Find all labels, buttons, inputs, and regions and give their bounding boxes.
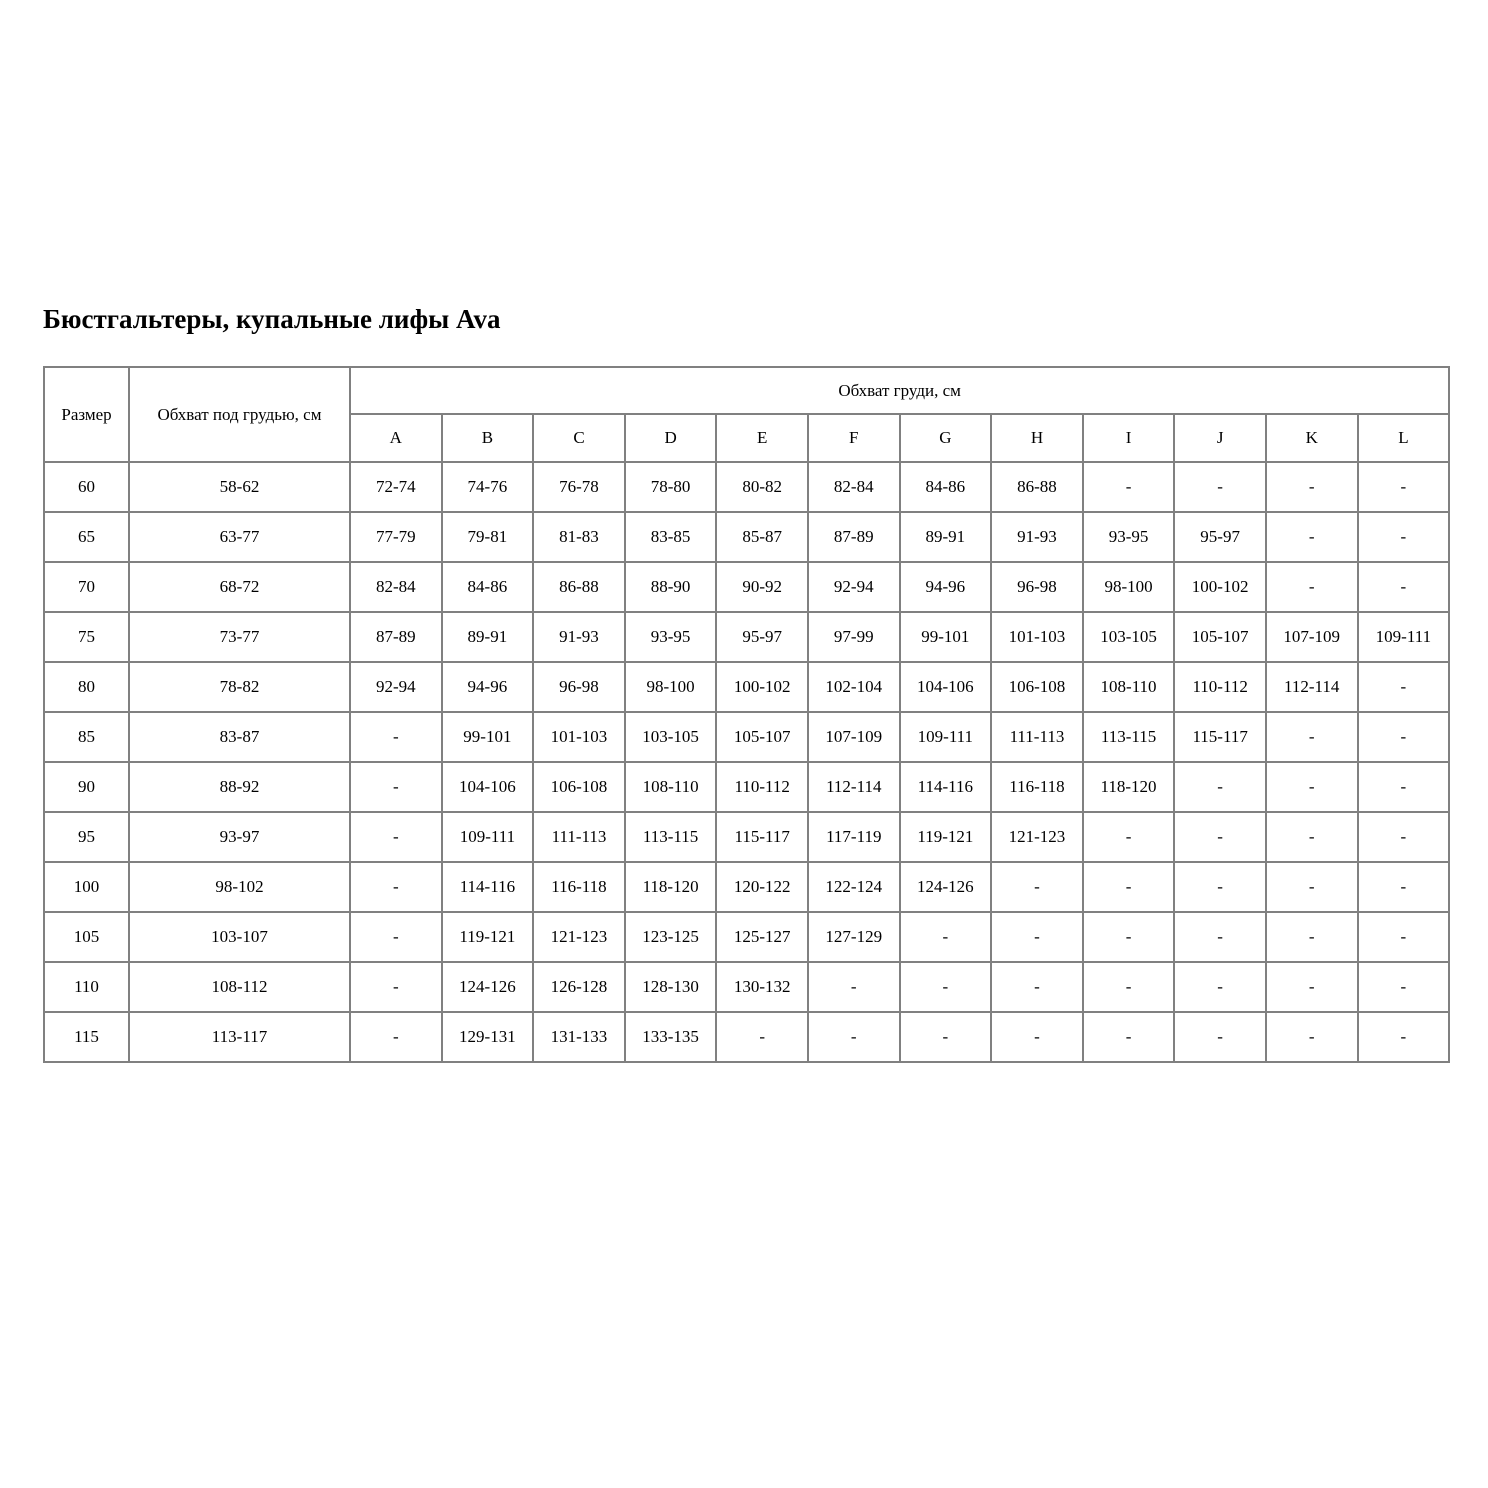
bust-range-cell: - <box>350 912 442 962</box>
bust-range-cell: 102-104 <box>808 662 900 712</box>
bust-range-cell: - <box>991 862 1083 912</box>
bust-range-cell: 104-106 <box>900 662 992 712</box>
size-cell: 60 <box>44 462 129 512</box>
table-row <box>44 1012 1449 1062</box>
size-cell: 95 <box>44 812 129 862</box>
header-cup-b: B <box>442 414 534 462</box>
bust-range-cell: - <box>1174 762 1266 812</box>
underbust-cell: 68-72 <box>129 562 350 612</box>
bust-range-cell: 119-121 <box>442 912 534 962</box>
bust-range-cell: 130-132 <box>716 962 808 1012</box>
bust-range-cell: - <box>1266 562 1358 612</box>
bust-range-cell: - <box>1174 962 1266 1012</box>
table-row <box>44 562 1449 612</box>
header-cup-l: L <box>1358 414 1450 462</box>
bust-range-cell: 86-88 <box>991 462 1083 512</box>
header-cup-k: K <box>1266 414 1358 462</box>
bust-range-cell: 101-103 <box>533 712 625 762</box>
bust-range-cell: 108-110 <box>1083 662 1175 712</box>
bust-range-cell: 107-109 <box>1266 612 1358 662</box>
bust-range-cell: - <box>1358 712 1450 762</box>
bust-range-cell: 118-120 <box>1083 762 1175 812</box>
bust-range-cell: 119-121 <box>900 812 992 862</box>
bust-range-cell: 116-118 <box>533 862 625 912</box>
bust-range-cell: 92-94 <box>350 662 442 712</box>
bust-range-cell: 117-119 <box>808 812 900 862</box>
header-cup-j: J <box>1174 414 1266 462</box>
bust-range-cell: 89-91 <box>442 612 534 662</box>
bust-range-cell: - <box>1174 812 1266 862</box>
bust-range-cell: - <box>1083 862 1175 912</box>
table-row <box>44 812 1449 862</box>
table-row <box>44 762 1449 812</box>
bust-range-cell: - <box>1266 912 1358 962</box>
table-row <box>44 712 1449 762</box>
group-header-row <box>44 367 1449 414</box>
header-cup-f: F <box>808 414 900 462</box>
bust-range-cell: 87-89 <box>350 612 442 662</box>
bust-range-cell: - <box>1358 662 1450 712</box>
header-bust-group: Обхват груди, см <box>350 367 1449 414</box>
bust-range-cell: 78-80 <box>625 462 717 512</box>
bust-range-cell: - <box>1266 862 1358 912</box>
header-size: Размер <box>44 367 129 462</box>
bust-range-cell: 100-102 <box>1174 562 1266 612</box>
size-chart-table <box>43 366 1450 1063</box>
bust-range-cell: - <box>1358 962 1450 1012</box>
bust-range-cell: 110-112 <box>1174 662 1266 712</box>
bust-range-cell: - <box>350 862 442 912</box>
bust-range-cell: 124-126 <box>442 962 534 1012</box>
bust-range-cell: 115-117 <box>716 812 808 862</box>
size-cell: 100 <box>44 862 129 912</box>
bust-range-cell: - <box>1266 462 1358 512</box>
bust-range-cell: - <box>991 962 1083 1012</box>
bust-range-cell: 96-98 <box>533 662 625 712</box>
bust-range-cell: - <box>1358 462 1450 512</box>
bust-range-cell: - <box>350 712 442 762</box>
bust-range-cell: 97-99 <box>808 612 900 662</box>
bust-range-cell: 82-84 <box>350 562 442 612</box>
bust-range-cell: 98-100 <box>625 662 717 712</box>
bust-range-cell: 91-93 <box>533 612 625 662</box>
bust-range-cell: 98-100 <box>1083 562 1175 612</box>
bust-range-cell: - <box>1358 512 1450 562</box>
bust-range-cell: - <box>1358 862 1450 912</box>
bust-range-cell: 115-117 <box>1174 712 1266 762</box>
bust-range-cell: - <box>1174 462 1266 512</box>
bust-range-cell: 81-83 <box>533 512 625 562</box>
bust-range-cell: 123-125 <box>625 912 717 962</box>
bust-range-cell: - <box>1358 562 1450 612</box>
bust-range-cell: - <box>350 1012 442 1062</box>
bust-range-cell: 94-96 <box>442 662 534 712</box>
size-cell: 65 <box>44 512 129 562</box>
table-row <box>44 962 1449 1012</box>
bust-range-cell: 85-87 <box>716 512 808 562</box>
underbust-cell: 83-87 <box>129 712 350 762</box>
bust-range-cell: 96-98 <box>991 562 1083 612</box>
header-cup-h: H <box>991 414 1083 462</box>
underbust-cell: 98-102 <box>129 862 350 912</box>
header-cup-a: A <box>350 414 442 462</box>
bust-range-cell: 120-122 <box>716 862 808 912</box>
bust-range-cell: - <box>991 1012 1083 1062</box>
bust-range-cell: 121-123 <box>533 912 625 962</box>
size-cell: 75 <box>44 612 129 662</box>
bust-range-cell: - <box>716 1012 808 1062</box>
underbust-cell: 108-112 <box>129 962 350 1012</box>
bust-range-cell: 125-127 <box>716 912 808 962</box>
bust-range-cell: 99-101 <box>900 612 992 662</box>
bust-range-cell: 79-81 <box>442 512 534 562</box>
underbust-cell: 63-77 <box>129 512 350 562</box>
bust-range-cell: 124-126 <box>900 862 992 912</box>
bust-range-cell: 106-108 <box>533 762 625 812</box>
bust-range-cell: - <box>1174 912 1266 962</box>
bust-range-cell: - <box>1266 1012 1358 1062</box>
size-cell: 110 <box>44 962 129 1012</box>
bust-range-cell: 93-95 <box>1083 512 1175 562</box>
table-row <box>44 662 1449 712</box>
bust-range-cell: - <box>1358 762 1450 812</box>
bust-range-cell: 84-86 <box>900 462 992 512</box>
bust-range-cell: 105-107 <box>1174 612 1266 662</box>
bust-range-cell: 93-95 <box>625 612 717 662</box>
bust-range-cell: - <box>350 762 442 812</box>
bust-range-cell: 131-133 <box>533 1012 625 1062</box>
bust-range-cell: 83-85 <box>625 512 717 562</box>
underbust-cell: 103-107 <box>129 912 350 962</box>
bust-range-cell: 74-76 <box>442 462 534 512</box>
bust-range-cell: 91-93 <box>991 512 1083 562</box>
header-cup-c: C <box>533 414 625 462</box>
bust-range-cell: 114-116 <box>442 862 534 912</box>
bust-range-cell: 95-97 <box>716 612 808 662</box>
size-cell: 90 <box>44 762 129 812</box>
bust-range-cell: 116-118 <box>991 762 1083 812</box>
underbust-cell: 93-97 <box>129 812 350 862</box>
bust-range-cell: 103-105 <box>1083 612 1175 662</box>
header-cup-g: G <box>900 414 992 462</box>
bust-range-cell: 92-94 <box>808 562 900 612</box>
bust-range-cell: 88-90 <box>625 562 717 612</box>
bust-range-cell: 100-102 <box>716 662 808 712</box>
table-row <box>44 912 1449 962</box>
bust-range-cell: 90-92 <box>716 562 808 612</box>
bust-range-cell: 121-123 <box>991 812 1083 862</box>
table-row <box>44 512 1449 562</box>
bust-range-cell: 95-97 <box>1174 512 1266 562</box>
bust-range-cell: - <box>808 962 900 1012</box>
bust-range-cell: - <box>1083 912 1175 962</box>
page-title: Бюстгальтеры, купальные лифы Ava <box>43 304 501 334</box>
bust-range-cell: 111-113 <box>533 812 625 862</box>
size-cell: 80 <box>44 662 129 712</box>
bust-range-cell: 101-103 <box>991 612 1083 662</box>
bust-range-cell: 113-115 <box>625 812 717 862</box>
bust-range-cell: 118-120 <box>625 862 717 912</box>
bust-range-cell: 76-78 <box>533 462 625 512</box>
bust-range-cell: 82-84 <box>808 462 900 512</box>
bust-range-cell: 127-129 <box>808 912 900 962</box>
bust-range-cell: 114-116 <box>900 762 992 812</box>
bust-range-cell: 84-86 <box>442 562 534 612</box>
bust-range-cell: - <box>1083 962 1175 1012</box>
bust-range-cell: - <box>1266 812 1358 862</box>
bust-range-cell: - <box>350 812 442 862</box>
header-cup-i: I <box>1083 414 1175 462</box>
underbust-cell: 113-117 <box>129 1012 350 1062</box>
bust-range-cell: - <box>900 962 992 1012</box>
bust-range-cell: 113-115 <box>1083 712 1175 762</box>
bust-range-cell: 72-74 <box>350 462 442 512</box>
bust-range-cell: 103-105 <box>625 712 717 762</box>
bust-range-cell: 128-130 <box>625 962 717 1012</box>
bust-range-cell: 126-128 <box>533 962 625 1012</box>
header-cup-d: D <box>625 414 717 462</box>
bust-range-cell: 109-111 <box>900 712 992 762</box>
bust-range-cell: 122-124 <box>808 862 900 912</box>
bust-range-cell: 129-131 <box>442 1012 534 1062</box>
bust-range-cell: - <box>1266 512 1358 562</box>
table-row <box>44 612 1449 662</box>
bust-range-cell: 99-101 <box>442 712 534 762</box>
bust-range-cell: 89-91 <box>900 512 992 562</box>
bust-range-cell: 111-113 <box>991 712 1083 762</box>
bust-range-cell: 112-114 <box>808 762 900 812</box>
header-cup-e: E <box>716 414 808 462</box>
bust-range-cell: - <box>1266 712 1358 762</box>
bust-range-cell: 110-112 <box>716 762 808 812</box>
bust-range-cell: - <box>1266 962 1358 1012</box>
bust-range-cell: 105-107 <box>716 712 808 762</box>
bust-range-cell: - <box>1266 762 1358 812</box>
bust-range-cell: - <box>808 1012 900 1062</box>
size-cell: 115 <box>44 1012 129 1062</box>
size-cell: 70 <box>44 562 129 612</box>
bust-range-cell: - <box>1174 1012 1266 1062</box>
bust-range-cell: - <box>900 912 992 962</box>
bust-range-cell: 86-88 <box>533 562 625 612</box>
header-underbust: Обхват под грудью, см <box>129 367 350 462</box>
bust-range-cell: 109-111 <box>442 812 534 862</box>
size-cell: 105 <box>44 912 129 962</box>
table-row <box>44 462 1449 512</box>
bust-range-cell: 87-89 <box>808 512 900 562</box>
underbust-cell: 88-92 <box>129 762 350 812</box>
underbust-cell: 78-82 <box>129 662 350 712</box>
bust-range-cell: 104-106 <box>442 762 534 812</box>
bust-range-cell: 107-109 <box>808 712 900 762</box>
bust-range-cell: - <box>1358 812 1450 862</box>
bust-range-cell: - <box>1358 912 1450 962</box>
underbust-cell: 73-77 <box>129 612 350 662</box>
bust-range-cell: 133-135 <box>625 1012 717 1062</box>
bust-range-cell: - <box>991 912 1083 962</box>
size-cell: 85 <box>44 712 129 762</box>
bust-range-cell: - <box>1083 812 1175 862</box>
bust-range-cell: 77-79 <box>350 512 442 562</box>
bust-range-cell: - <box>1083 1012 1175 1062</box>
bust-range-cell: - <box>1083 462 1175 512</box>
bust-range-cell: 94-96 <box>900 562 992 612</box>
bust-range-cell: - <box>1358 1012 1450 1062</box>
bust-range-cell: 108-110 <box>625 762 717 812</box>
bust-range-cell: 106-108 <box>991 662 1083 712</box>
bust-range-cell: 112-114 <box>1266 662 1358 712</box>
bust-range-cell: - <box>1174 862 1266 912</box>
bust-range-cell: 109-111 <box>1358 612 1450 662</box>
bust-range-cell: - <box>350 962 442 1012</box>
underbust-cell: 58-62 <box>129 462 350 512</box>
table-row <box>44 862 1449 912</box>
bust-range-cell: 80-82 <box>716 462 808 512</box>
bust-range-cell: - <box>900 1012 992 1062</box>
